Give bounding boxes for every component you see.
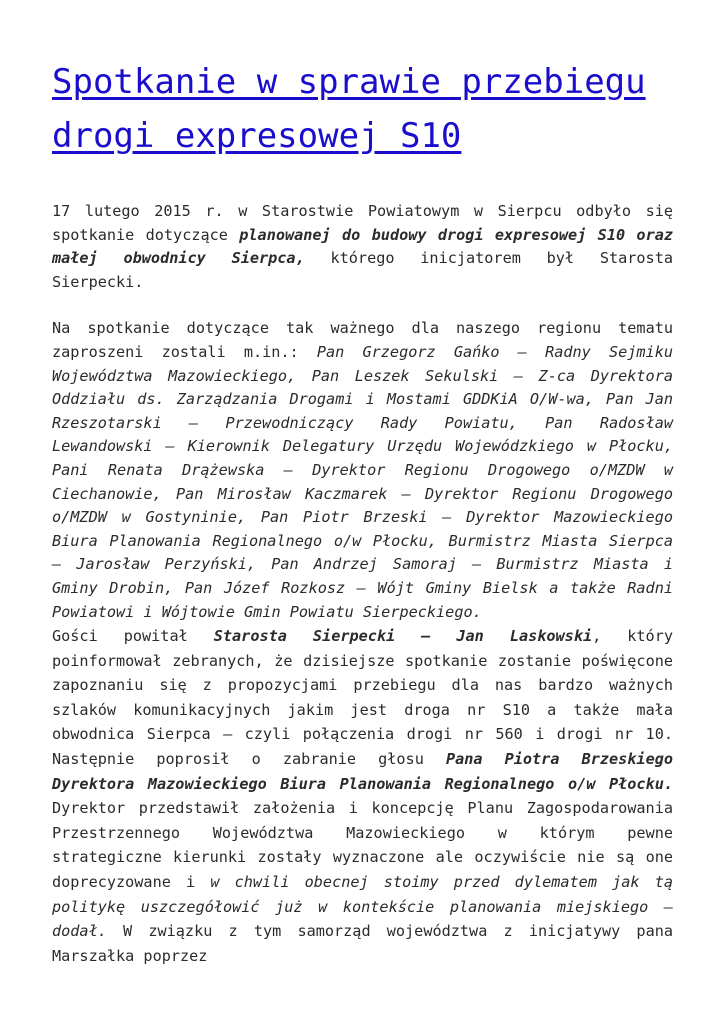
article-title [52, 55, 673, 163]
p3-director-quote: w chwili obecnej stoimy przed dylematem jak tą politykę uszczegółowić już w kontekście planowania miejskiego – dodał. [52, 873, 673, 941]
p3-text-4: W związku z tym samorząd województwa z inicjatywy pana Marszałka poprzez [52, 922, 673, 965]
p1-text-end: którego inicjatorem był Starosta Sierpecki. [52, 249, 673, 291]
p3-text-3: Dyrektor przedstawił założenia i koncepcję Planu Zagospodarowania Przestrzennego Województwa Mazowieckiego w którym pewne strategiczne kierunki zostały wyznaczone ale oczywiście nie są one doprecyzowane i [52, 799, 673, 892]
p1-emphasis: planowanej do budowy drogi expresowej S10 oraz małej obwodnicy Sierpca, [52, 225, 674, 268]
paragraph-intro [52, 200, 673, 294]
p2-guest-list: Pan Grzegorz Gańko – Radny Sejmiku Województwa Mazowieckiego, Pan Leszek Sekulski – Z-ca Dyrektora Oddziału ds. Zarządzania Drogami i Mostami GDDKiA O/W-wa, Pan Jan Rzeszotarski – Przewodniczący Rady Powiatu, Pan Radosław Lewandowski – Kierownik Delegatury Urzędu Wojewódzkiego w Płocku, Pani Renata Drążewska – Dyrektor Regionu Drogowego o/MZDW w Ciechanowie, Pan Mirosław Kaczmarek – Dyrektor Regionu Drogowego o/MZDW w Gostyninie, Pan Piotr Brzeski – Dyrektor Mazowieckiego Biura Planowania Regionalnego o/w Płocku, Burmistrz Miasta Sierpca – Jarosław Perzyński, Pan Andrzej Samoraj – Burmistrz Miasta i Gminy Drobin, Pan Józef Rozkosz – Wójt Gminy Bielsk a także Radni Powiatowi i Wójtowie Gmin Powiatu Sierpeckiego. [52, 342, 673, 621]
paragraph-invited-guests [52, 317, 673, 624]
p3-text-2: , który poinformował zebranych, że dzisiejsze spotkanie zostanie poświęcone zapoznaniu się z propozycjami przebiegu dla nas bardzo ważnych szlaków komunikacyjnych jakim jest droga nr S10 a także mała obwodnica Sierpca – czyli połączenia drogi nr 560 i drogi nr 10. Następnie poprosił o zabranie głosu [52, 627, 673, 769]
p3-director-name: Pana Piotra Brzeskiego Dyrektora Mazowieckiego Biura Planowania Regionalnego o/w Płocku. [52, 750, 673, 793]
paragraph-meeting-course [52, 624, 673, 968]
p1-text: 17 lutego 2015 r. w Starostwie Powiatowym w Sierpcu odbyło się spotkanie dotyczące [52, 202, 673, 244]
article-body [52, 200, 673, 968]
article-title-link[interactable] [52, 62, 646, 156]
p2-text: Na spotkanie dotyczące tak ważnego dla naszego regionu tematu zaproszeni zostali m.in.: [52, 319, 673, 361]
title-line-1: Spotkanie w sprawie przebiegu [52, 62, 646, 102]
p3-starosta-name: Starosta Sierpecki – Jan Laskowski [213, 627, 593, 646]
p3-text-1: Gości powitał [52, 627, 214, 646]
title-line-2: drogi expresowej S10 [52, 116, 462, 156]
